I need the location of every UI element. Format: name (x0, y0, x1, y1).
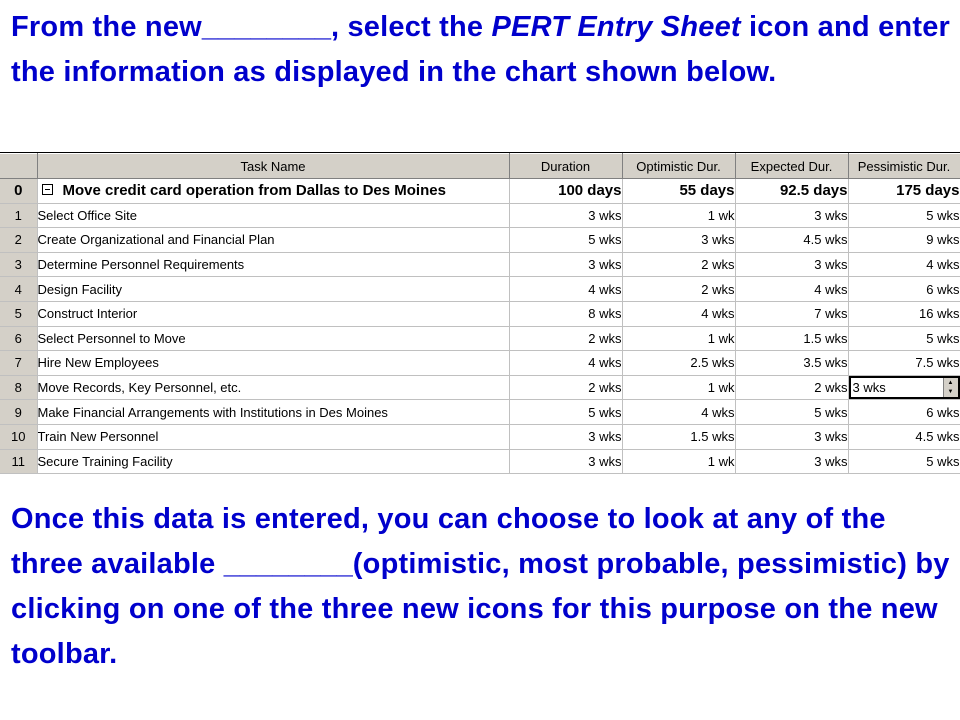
pessimistic-cell[interactable]: 5 wks (848, 203, 960, 228)
spinner-control[interactable] (943, 378, 958, 398)
task-name-cell[interactable] (37, 351, 509, 376)
followup-blank: ________ (223, 548, 353, 580)
row-number[interactable]: 11 (0, 449, 37, 474)
duration-cell[interactable]: 8 wks (509, 301, 622, 326)
pessimistic-cell[interactable]: 5 wks (848, 326, 960, 351)
row-number[interactable]: 10 (0, 424, 37, 449)
task-name-cell[interactable] (37, 301, 509, 326)
duration-cell[interactable]: 100 days (509, 179, 622, 204)
task-row[interactable] (0, 203, 960, 228)
row-number[interactable]: 6 (0, 326, 37, 351)
duration-cell[interactable]: 2 wks (509, 375, 622, 400)
expected-cell[interactable]: 92.5 days (735, 179, 848, 204)
pessimistic-cell[interactable]: 6 wks (848, 400, 960, 425)
task-name: Secure Training Facility (37, 453, 173, 469)
instruction-blank: ________ (201, 11, 331, 43)
task-name-cell[interactable] (37, 449, 509, 474)
task-name: Design Facility (37, 281, 123, 297)
expected-cell[interactable]: 7 wks (735, 301, 848, 326)
expected-cell[interactable]: 3 wks (735, 203, 848, 228)
followup-text (11, 497, 956, 677)
spin-down-icon[interactable]: ▼ (947, 389, 954, 396)
optimistic-cell[interactable]: 4 wks (622, 301, 735, 326)
collapse-icon[interactable] (42, 184, 53, 195)
expected-cell[interactable]: 3 wks (735, 252, 848, 277)
row-number[interactable]: 1 (0, 203, 37, 228)
pessimistic-cell[interactable]: 16 wks (848, 301, 960, 326)
pessimistic-cell[interactable]: 9 wks (848, 228, 960, 253)
optimistic-cell[interactable]: 1.5 wks (622, 424, 735, 449)
task-name-cell[interactable] (37, 228, 509, 253)
header-duration[interactable]: Duration (509, 154, 622, 179)
expected-cell[interactable]: 3.5 wks (735, 351, 848, 376)
task-table (0, 153, 960, 474)
pessimistic-cell[interactable]: 7.5 wks (848, 351, 960, 376)
optimistic-cell[interactable]: 1 wk (622, 449, 735, 474)
instruction-part-3: icon and enter the information as displayed in the chart shown below. (11, 11, 951, 88)
row-number[interactable]: 8 (0, 375, 37, 400)
optimistic-cell[interactable]: 1 wk (622, 326, 735, 351)
optimistic-cell[interactable]: 2 wks (622, 252, 735, 277)
edit-value[interactable]: 3 wks (852, 380, 886, 396)
duration-cell[interactable]: 3 wks (509, 252, 622, 277)
pessimistic-cell[interactable]: 6 wks (848, 277, 960, 302)
row-number[interactable]: 0 (0, 179, 37, 204)
task-name-cell[interactable] (37, 326, 509, 351)
instruction-part-1: From the new (11, 11, 202, 43)
duration-cell[interactable]: 3 wks (509, 449, 622, 474)
expected-cell[interactable]: 2 wks (735, 375, 848, 400)
optimistic-cell[interactable]: 3 wks (622, 228, 735, 253)
task-row[interactable] (0, 252, 960, 277)
header-row (0, 154, 960, 179)
header-optimistic[interactable]: Optimistic Dur. (622, 154, 735, 179)
task-name-cell[interactable] (37, 400, 509, 425)
expected-cell[interactable]: 4 wks (735, 277, 848, 302)
header-task-name[interactable]: Task Name (37, 154, 509, 179)
optimistic-cell[interactable]: 1 wk (622, 375, 735, 400)
row-number[interactable]: 2 (0, 228, 37, 253)
task-name: Move credit card operation from Dallas to Des Moines (62, 182, 446, 200)
duration-cell[interactable]: 5 wks (509, 228, 622, 253)
followup-part-1: Once this data is entered, you can choose to look at any of the three available (11, 503, 886, 580)
instruction-text (11, 5, 956, 95)
task-row[interactable] (0, 400, 960, 425)
optimistic-cell[interactable]: 1 wk (622, 203, 735, 228)
instruction-part-2: , select the (330, 11, 492, 43)
expected-cell[interactable]: 3 wks (735, 449, 848, 474)
task-name-cell[interactable] (37, 424, 509, 449)
pessimistic-cell[interactable]: 175 days (848, 179, 960, 204)
task-row[interactable] (0, 301, 960, 326)
task-name: Select Office Site (37, 207, 137, 223)
task-row[interactable] (0, 277, 960, 302)
task-name: Create Organizational and Financial Plan (37, 232, 275, 248)
optimistic-cell[interactable]: 2.5 wks (622, 351, 735, 376)
duration-cell[interactable]: 4 wks (509, 277, 622, 302)
duration-cell[interactable]: 4 wks (509, 351, 622, 376)
pessimistic-cell[interactable]: 4.5 wks (848, 424, 960, 449)
pessimistic-cell[interactable]: 5 wks (848, 449, 960, 474)
row-number[interactable]: 9 (0, 400, 37, 425)
task-row[interactable] (0, 449, 960, 474)
header-pessimistic[interactable]: Pessimistic Dur. (848, 154, 960, 179)
header-expected[interactable]: Expected Dur. (735, 154, 848, 179)
pessimistic-cell[interactable]: 4 wks (848, 252, 960, 277)
followup-part-2: (optimistic, most probable, pessimistic) by clicking on one of the three new icons for this purpose on the new toolbar. (11, 548, 950, 670)
task-name-cell[interactable] (37, 179, 509, 204)
task-name: Hire New Employees (37, 355, 159, 371)
duration-cell[interactable]: 5 wks (509, 400, 622, 425)
expected-cell[interactable]: 1.5 wks (735, 326, 848, 351)
task-name-cell[interactable] (37, 375, 509, 400)
summary-task-row[interactable] (0, 179, 960, 204)
row-number[interactable]: 7 (0, 351, 37, 376)
expected-cell[interactable]: 4.5 wks (735, 228, 848, 253)
task-name: Train New Personnel (37, 429, 159, 445)
task-row[interactable] (0, 424, 960, 449)
task-row[interactable] (0, 375, 960, 400)
duration-cell[interactable]: 3 wks (509, 203, 622, 228)
pessimistic-cell[interactable] (848, 375, 960, 400)
spin-up-icon[interactable]: ▲ (947, 379, 954, 386)
task-name-cell[interactable] (37, 252, 509, 277)
duration-edit-field[interactable] (849, 376, 960, 400)
optimistic-cell[interactable]: 4 wks (622, 400, 735, 425)
duration-cell[interactable]: 3 wks (509, 424, 622, 449)
expected-cell[interactable]: 3 wks (735, 424, 848, 449)
row-number[interactable]: 3 (0, 252, 37, 277)
task-name: Select Personnel to Move (37, 330, 186, 346)
select-all-corner[interactable] (0, 154, 37, 179)
task-name: Determine Personnel Requirements (37, 257, 245, 273)
task-name: Make Financial Arrangements with Institutions in Des Moines (37, 404, 388, 420)
task-name-cell[interactable] (37, 203, 509, 228)
row-number[interactable]: 4 (0, 277, 37, 302)
task-name: Construct Interior (37, 306, 138, 322)
task-row[interactable] (0, 351, 960, 376)
task-row[interactable] (0, 326, 960, 351)
expected-cell[interactable]: 5 wks (735, 400, 848, 425)
pert-entry-sheet-name: PERT Entry Sheet (491, 11, 741, 43)
row-number[interactable]: 5 (0, 301, 37, 326)
duration-cell[interactable]: 2 wks (509, 326, 622, 351)
pert-entry-sheet (0, 152, 960, 477)
optimistic-cell[interactable]: 2 wks (622, 277, 735, 302)
task-name: Move Records, Key Personnel, etc. (37, 380, 242, 396)
optimistic-cell[interactable]: 55 days (622, 179, 735, 204)
task-row[interactable] (0, 228, 960, 253)
task-name-cell[interactable] (37, 277, 509, 302)
